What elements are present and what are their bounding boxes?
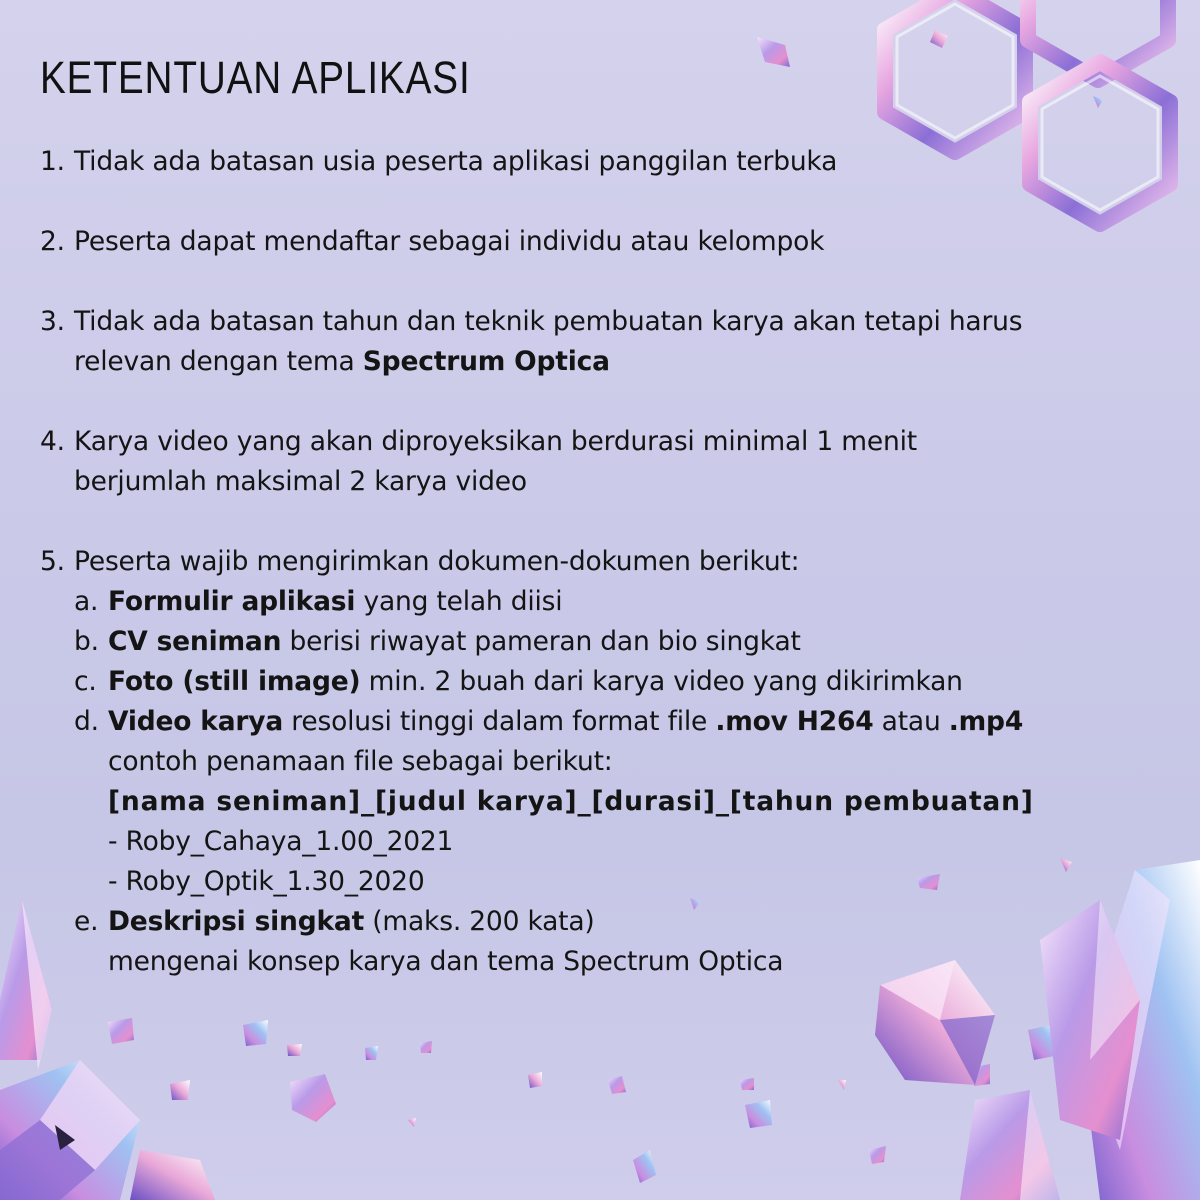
example-filename-2: - Roby_Optik_1.30_2020 <box>108 866 425 897</box>
subitem-bold: Formulir aplikasi <box>108 586 356 617</box>
file-naming-pattern <box>40 782 1120 822</box>
list-item-3: 3. Tidak ada batasan tahun dan teknik pembuatan karya akan tetapi harus <box>40 302 1120 342</box>
subitem-text: yang telah diisi <box>355 586 563 617</box>
subitem-text: resolusi tinggi dalam format file <box>283 706 716 737</box>
subitem-text: mengenai konsep karya dan tema Spectrum Optica <box>108 946 784 977</box>
item-text: Peserta dapat mendaftar sebagai individu atau kelompok <box>74 226 825 257</box>
subitem-text: berisi riwayat pameran dan bio singkat <box>281 626 801 657</box>
item-text: relevan dengan tema <box>74 346 363 377</box>
subitem-e: e. Deskripsi singkat (maks. 200 kata) <box>40 902 1120 942</box>
subitem-c: c. Foto (still image) min. 2 buah dari karya video yang dikirimkan <box>40 662 1120 702</box>
item-text: Tidak ada batasan tahun dan teknik pembuatan karya akan tetapi harus <box>74 306 1023 337</box>
item-text: Peserta wajib mengirimkan dokumen-dokumen berikut: <box>74 546 800 577</box>
subitem-d-continuation <box>40 742 1120 782</box>
subitem-text: (maks. 200 kata) <box>364 906 595 937</box>
list-item-4: 4. Karya video yang akan diproyeksikan berdurasi minimal 1 menit <box>40 422 1120 462</box>
subitem-bold: Deskripsi singkat <box>108 906 365 937</box>
format-mov: .mov H264 <box>715 706 874 737</box>
subitem-bold: Video karya <box>108 706 284 737</box>
requirements-list <box>40 142 1120 982</box>
subitem-bold: Foto (still image) <box>108 666 361 697</box>
item-text: Karya video yang akan diproyeksikan berdurasi minimal 1 menit <box>74 426 917 457</box>
subitem-text: atau <box>873 706 949 737</box>
subitem-text: contoh penamaan file sebagai berikut: <box>108 746 613 777</box>
list-item-2: 2. Peserta dapat mendaftar sebagai individu atau kelompok <box>40 222 1120 262</box>
item-text: berjumlah maksimal 2 karya video <box>74 466 527 497</box>
naming-pattern-text: [nama seniman]_[judul karya]_[durasi]_[tahun pembuatan] <box>108 786 1034 817</box>
list-item-5: 5. Peserta wajib mengirimkan dokumen-dokumen berikut: <box>40 542 1120 582</box>
example-filename-1: - Roby_Cahaya_1.00_2021 <box>108 826 454 857</box>
page-title: KETENTUAN APLIKASI <box>40 52 471 103</box>
subitem-b: b. CV seniman berisi riwayat pameran dan bio singkat <box>40 622 1120 662</box>
subitem-a: a. Formulir aplikasi yang telah diisi <box>40 582 1120 622</box>
theme-name: Spectrum Optica <box>362 346 610 377</box>
subitem-text: min. 2 buah dari karya video yang dikirimkan <box>360 666 963 697</box>
list-item-4-continuation <box>40 462 1120 502</box>
item-text: Tidak ada batasan usia peserta aplikasi panggilan terbuka <box>74 146 838 177</box>
list-item-3-continuation <box>40 342 1120 382</box>
list-item-1: 1. Tidak ada batasan usia peserta aplikasi panggilan terbuka <box>40 142 1120 182</box>
subitem-d: d. Video karya resolusi tinggi dalam format file .mov H264 atau .mp4 <box>40 702 1120 742</box>
subitem-e-continuation <box>40 942 1120 982</box>
format-mp4: .mp4 <box>948 706 1024 737</box>
subitem-bold: CV seniman <box>108 626 282 657</box>
